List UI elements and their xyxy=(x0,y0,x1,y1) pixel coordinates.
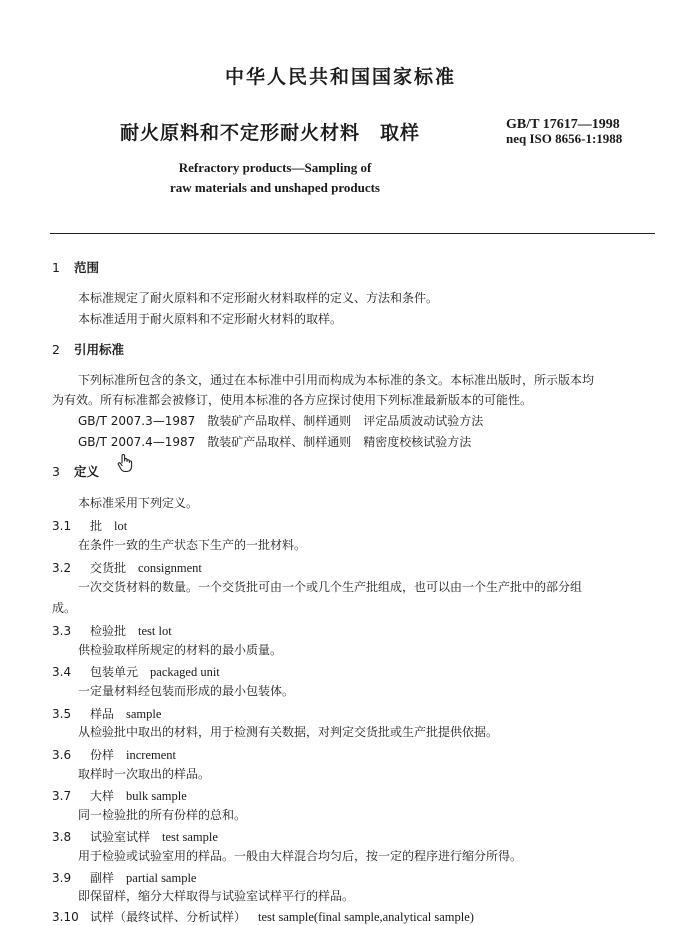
iso-equivalence-code: neq ISO 8656-1:1988 xyxy=(506,131,623,146)
term-number: 3.3 xyxy=(52,624,72,638)
term-number: 3.4 xyxy=(52,665,72,679)
term-name-zh: 包装单元 xyxy=(90,665,139,679)
term-name-en: increment xyxy=(126,748,176,762)
title-en-line-1: Refractory products—Sampling of xyxy=(178,160,372,175)
section-title: 引用标准 xyxy=(74,342,125,357)
section-number: 1 xyxy=(52,260,60,275)
section-number: 2 xyxy=(52,342,60,357)
section-3-intro: 本标准采用下列定义。 xyxy=(78,496,199,510)
term-3-4-definition: 一定量材料经包装而形成的最小包装体。 xyxy=(78,684,295,698)
term-3-1 xyxy=(52,515,127,534)
term-name-zh: 试样（最终试样、分析试样） xyxy=(90,910,247,924)
reference-standard-2: GB/T 2007.4—1987 散装矿产品取样、制样通则 精密度校核试验方法 xyxy=(78,435,472,449)
national-standard-heading: 中华人民共和国国家标准 xyxy=(224,66,456,88)
term-3-6-definition: 取样时一次取出的样品。 xyxy=(78,767,211,781)
term-name-en: test sample(final sample,analytical sample) xyxy=(258,910,474,924)
term-name-en: test lot xyxy=(138,624,172,638)
term-3-8 xyxy=(52,826,218,845)
term-3-5 xyxy=(52,703,161,722)
term-3-1-definition: 在条件一致的生产状态下生产的一批材料。 xyxy=(78,538,307,552)
term-name-zh: 副样 xyxy=(90,871,115,885)
term-3-9 xyxy=(52,867,196,886)
section-1-heading xyxy=(52,258,99,276)
term-3-7-definition: 同一检验批的所有份样的总和。 xyxy=(78,808,247,822)
term-name-en: lot xyxy=(114,519,128,533)
term-number: 3.6 xyxy=(52,748,72,762)
document-title-zh: 耐火原料和不定形耐火材料 取样 xyxy=(120,122,421,144)
term-3-3-definition: 供检验取样所规定的材料的最小质量。 xyxy=(78,643,283,657)
term-name-zh: 批 xyxy=(90,519,103,533)
reference-standard-1: GB/T 2007.3—1987 散装矿产品取样、制样通则 评定品质波动试验方法 xyxy=(78,414,484,428)
section-1-paragraph-2: 本标准适用于耐火原料和不定形耐火材料的取样。 xyxy=(78,312,343,326)
section-1-paragraph-1: 本标准规定了耐火原料和不定形耐火材料取样的定义、方法和条件。 xyxy=(78,291,439,305)
term-name-en: partial sample xyxy=(126,871,197,885)
term-number: 3.8 xyxy=(52,830,72,844)
term-3-4 xyxy=(52,661,220,680)
term-name-en: test sample xyxy=(162,830,218,844)
section-number: 3 xyxy=(52,464,60,479)
term-3-3 xyxy=(52,620,172,639)
term-number: 3.9 xyxy=(52,871,72,885)
term-name-zh: 试验室试样 xyxy=(90,830,151,844)
section-3-heading xyxy=(52,462,99,480)
term-name-zh: 大样 xyxy=(90,789,115,803)
term-name-zh: 交货批 xyxy=(90,561,127,575)
term-name-zh: 检验批 xyxy=(90,624,127,638)
term-3-2-definition-continued: 成。 xyxy=(52,601,77,615)
document-title-en xyxy=(150,158,400,198)
term-3-6 xyxy=(52,744,176,763)
term-name-en: packaged unit xyxy=(150,665,220,679)
term-name-zh: 样品 xyxy=(90,707,115,721)
term-3-10 xyxy=(52,906,474,925)
standard-code: GB/T 17617—1998 xyxy=(506,117,620,132)
section-title: 范围 xyxy=(74,260,100,275)
title-en-line-2: raw materials and unshaped products xyxy=(170,180,380,195)
term-3-9-definition: 即保留样，缩分大样取得与试验室试样平行的样品。 xyxy=(78,889,355,903)
term-name-en: bulk sample xyxy=(126,789,187,803)
term-number: 3.5 xyxy=(52,707,72,721)
term-3-5-definition: 从检验批中取出的材料，用于检测有关数据，对判定交货批或生产批提供依据。 xyxy=(78,725,499,739)
term-3-7 xyxy=(52,785,187,804)
term-3-2-definition: 一次交货材料的数量。一个交货批可由一个或几个生产批组成，也可以由一个生产批中的部分组 xyxy=(78,580,583,594)
term-number: 3.2 xyxy=(52,561,72,575)
hand-cursor-icon xyxy=(116,453,134,473)
term-number: 3.7 xyxy=(52,789,72,803)
term-name-en: consignment xyxy=(138,561,202,575)
term-name-zh: 份样 xyxy=(90,748,115,762)
standard-code-block xyxy=(506,118,622,146)
term-3-8-definition: 用于检验或试验室用的样品。一般由大样混合均匀后，按一定的程序进行缩分所得。 xyxy=(78,849,523,863)
term-name-en: sample xyxy=(126,707,162,721)
section-2-paragraph-line-1: 下列标准所包含的条文，通过在本标准中引用而构成为本标准的条文。本标准出版时，所示版本均 xyxy=(78,373,595,387)
term-3-2 xyxy=(52,557,202,576)
term-number: 3.1 xyxy=(52,519,72,533)
section-2-paragraph-line-2: 为有效。所有标准都会被修订，使用本标准的各方应探讨使用下列标准最新版本的可能性。 xyxy=(52,393,533,407)
section-title: 定义 xyxy=(74,464,100,479)
term-number: 3.10 xyxy=(52,910,79,924)
header-divider xyxy=(50,233,655,234)
section-2-heading xyxy=(52,340,124,358)
